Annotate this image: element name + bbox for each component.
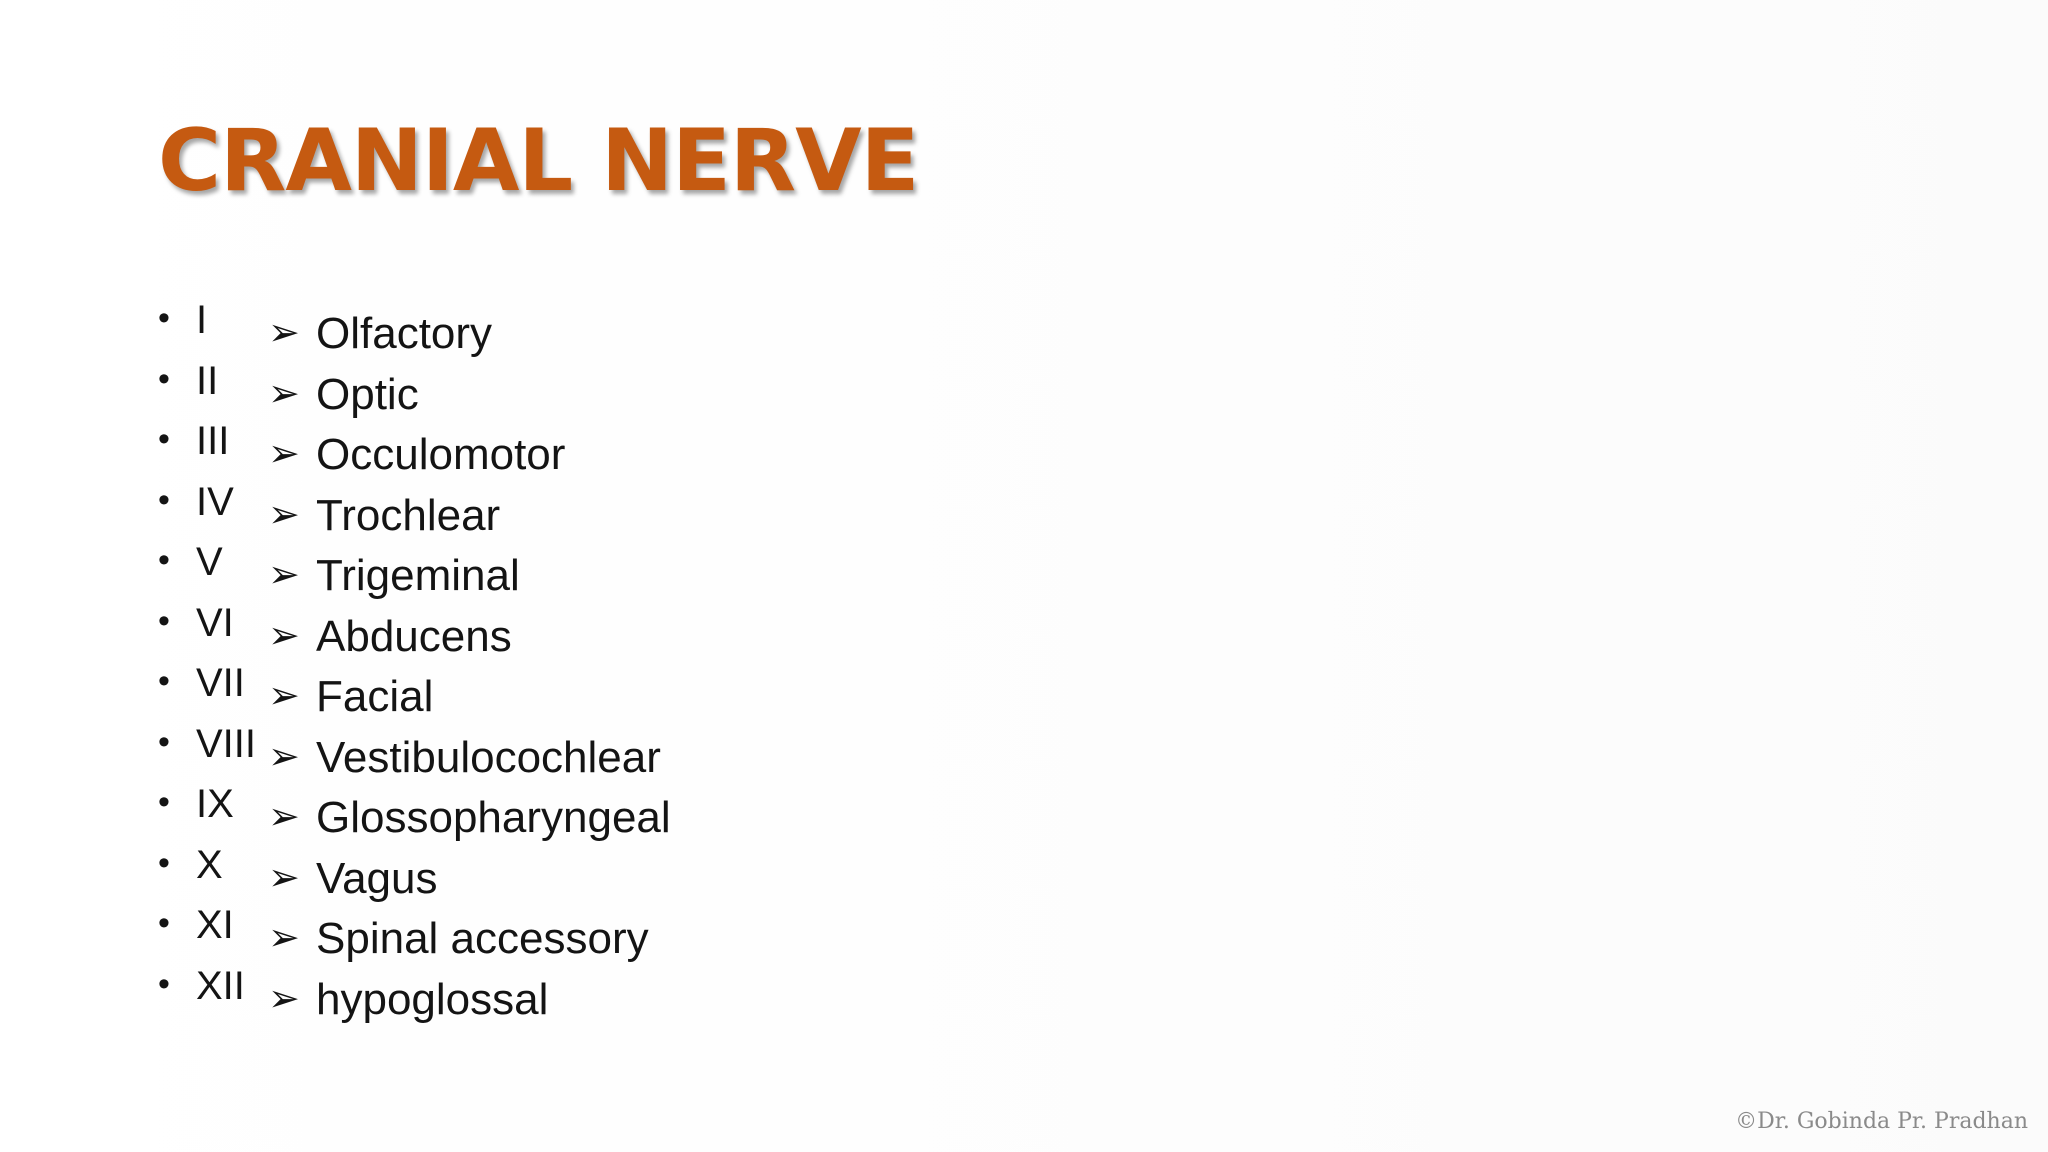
list-item <box>268 793 671 857</box>
list-item <box>158 542 256 603</box>
numeral-label: II <box>196 358 219 403</box>
numeral-label: VIII <box>196 721 257 766</box>
list-item <box>268 611 671 676</box>
numeral-label: VII <box>196 661 245 705</box>
arrow-bullet-icon: ➢ <box>268 370 300 415</box>
numeral-label: X <box>196 842 223 887</box>
bullet-icon: • <box>158 783 170 821</box>
numeral-label: IX <box>196 782 234 826</box>
nerve-name: Glossopharyngeal <box>316 793 671 842</box>
list-item <box>158 963 256 1027</box>
slide-title: CRANIAL NERVE <box>158 111 919 211</box>
nerve-name: Trigeminal <box>316 551 520 600</box>
nerve-name: Spinal accessory <box>316 914 649 963</box>
nerve-name: Occulomotor <box>316 430 566 479</box>
bullet-icon: • <box>158 662 170 700</box>
arrow-bullet-icon: ➢ <box>268 552 300 596</box>
list-item <box>158 600 256 664</box>
numeral-label: V <box>196 540 223 584</box>
list-item <box>268 732 671 797</box>
arrow-bullet-icon: ➢ <box>268 431 300 475</box>
list-item <box>268 853 671 918</box>
nerve-name: Vagus <box>316 853 438 903</box>
arrow-bullet-icon: ➢ <box>268 733 300 778</box>
numeral-list <box>158 300 256 1026</box>
nerve-name: Olfactory <box>316 309 493 358</box>
bullet-icon: • <box>158 843 170 882</box>
arrow-bullet-icon: ➢ <box>268 491 300 536</box>
numeral-label: IV <box>196 479 234 524</box>
list-item <box>268 974 671 1039</box>
bullet-icon: • <box>158 299 170 337</box>
nerve-name: Facial <box>316 672 434 721</box>
list-item <box>158 663 256 724</box>
bullet-icon: • <box>158 964 170 1003</box>
nerve-name: hypoglossal <box>316 974 549 1024</box>
list-item <box>268 551 671 615</box>
list-item <box>268 672 671 736</box>
list-item <box>158 300 256 361</box>
numeral-label: XII <box>196 963 245 1008</box>
list-item <box>158 479 256 543</box>
bullet-icon: • <box>158 359 170 398</box>
bullet-icon: • <box>158 420 170 458</box>
bullet-icon: • <box>158 541 170 579</box>
list-item <box>158 358 256 422</box>
list-item <box>158 784 256 845</box>
arrow-bullet-icon: ➢ <box>268 915 300 959</box>
arrow-bullet-icon: ➢ <box>268 612 300 657</box>
nerve-name: Optic <box>316 369 419 419</box>
list-item <box>268 309 671 373</box>
bullet-icon: • <box>158 480 170 519</box>
arrow-bullet-icon: ➢ <box>268 794 300 838</box>
list-item <box>158 842 256 906</box>
bullet-icon: • <box>158 904 170 942</box>
nerve-list <box>268 309 671 1038</box>
numeral-label: XI <box>196 903 234 947</box>
nerve-name: Abducens <box>316 611 512 661</box>
arrow-bullet-icon: ➢ <box>268 673 300 717</box>
list-item <box>158 421 256 482</box>
author-watermark: ©Dr. Gobinda Pr. Pradhan <box>1735 1109 2028 1134</box>
numeral-label: I <box>196 298 208 342</box>
list-item <box>158 721 257 785</box>
list-item <box>268 490 671 555</box>
arrow-bullet-icon: ➢ <box>268 310 300 354</box>
list-item <box>158 905 256 966</box>
list-item <box>268 914 671 978</box>
arrow-bullet-icon: ➢ <box>268 854 300 899</box>
nerve-name: Trochlear <box>316 490 501 540</box>
bullet-icon: • <box>158 722 170 761</box>
arrow-bullet-icon: ➢ <box>268 975 300 1020</box>
numeral-label: III <box>196 419 230 463</box>
bullet-icon: • <box>158 601 170 640</box>
numeral-label: VI <box>196 600 234 645</box>
nerve-name: Vestibulocochlear <box>316 732 661 782</box>
list-item <box>268 369 671 434</box>
list-item <box>268 430 671 494</box>
